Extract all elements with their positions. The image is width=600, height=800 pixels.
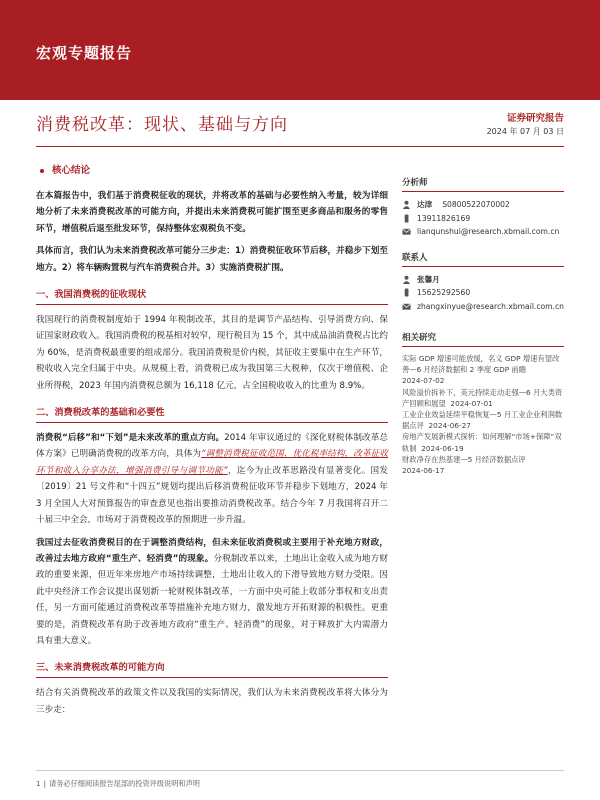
analyst-1-phone-row	[402, 212, 564, 226]
person-icon	[402, 200, 411, 209]
analyst-1-name-row	[402, 198, 564, 212]
section-2-paragraph-2: 我国过去征收消费税目的在于调整消费结构，但未来征收消费税或主要用于补充地方财政，改善过去地方政府“重生产、轻消费”的现象。分税制改革以来，土地出让金收入成为地方财政的重要来源，但近年来房地产市场持续调整，土地出让收入的下滑导致地方财力受限。因此中央经济工作会议提出谋划新一轮财税体制改革，一方面中央可能上收部分事权和支出责任，另一方面可能通过消费税改革等措施补充地方财力，激发地方开拓财源的积极性。更重要的是，消费税改革有助于改善地方政府“重生产、轻消费”的现象，对于释放扩大内需潜力具有重大意义。	[36, 537, 388, 646]
related-item-date: 2024-06-27	[428, 421, 471, 431]
core-heading: 核心结论	[40, 162, 388, 176]
core-paragraph-2: 具体而言，我们认为未来消费税改革可能分三步走：1）消费税征收环节后移，并稳步下划至地方。2）将车辆购置税与汽车消费税合并。3）实施消费税扩围。	[36, 246, 388, 273]
analyst-heading: 分析师	[402, 176, 564, 192]
footer-disclaimer: 请务必仔细阅读报告尾部的投资评级说明和声明	[49, 779, 200, 788]
section-1-paragraph: 我国现行的消费税制度始于 1994 年税制改革，其目的是调节产品结构、引导消费方向、保证国家财政收入。我国消费税的税基相对较窄，现行税目为 15 个，其中成品油消费税占比约为 60%，是消费税最重要的组成部分。我国消费税是价内税，其征收主要集中在生产环节，税收收入完全归属于中央。从规模上看，消费税已成为我国第三大税种，仅次于增值税、企业所得税，2023 年国内消费税总额为 16,118 亿元，占全国税收收入的比重为 8.9%。	[36, 315, 388, 391]
phone-icon	[402, 288, 411, 297]
section-3-paragraph: 结合有关消费税改革的政策文件以及我国的实际情况，我们认为未来消费税改革将大体分为三步走：	[36, 688, 388, 715]
email-icon	[402, 302, 411, 311]
related-item-date: 2024-06-19	[421, 443, 464, 453]
title-divider	[36, 146, 564, 147]
related-item[interactable]: 风险溢价拆补下，美元持续走动走强—6 月大类资产回顾和展望 2024-07-01	[402, 387, 563, 408]
bullet-dot-icon	[40, 169, 44, 173]
email-icon	[402, 227, 411, 236]
core-paragraph-1: 在本篇报告中，我们基于消费税征收的现状，并将改革的基础与必要性纳入考量，较为详细地分析了未来消费税改革的可能方向，并提出未来消费税可能扩围至更多商品和服务的零售环节，增值税后退至批发环节，保持整体宏观税负不变。	[36, 191, 388, 234]
footer-divider	[36, 770, 564, 771]
contact-email-row	[402, 300, 564, 314]
page-number: 1	[36, 779, 41, 788]
contact-heading: 联系人	[402, 251, 564, 267]
contact-phone-row	[402, 286, 564, 300]
footer: 1 | 请务必仔细阅读报告尾部的投资评级说明和声明	[36, 779, 200, 788]
contact-email[interactable]: zhangxinyue@research.xbmail.com.cn	[417, 301, 564, 311]
section-1-heading: 一、我国消费税的征收现状	[36, 284, 388, 305]
report-date: 2024 年 07 月 03 日	[486, 127, 564, 136]
analyst-1-phone: 13911826169	[417, 213, 471, 223]
related-item[interactable]: 工业企业效益延续平稳恢复—5 月工业企业利润数据点评 2024-06-27	[402, 410, 563, 431]
related-heading: 相关研究	[402, 331, 564, 347]
analyst-1-email-row	[402, 225, 564, 239]
section-2-paragraph-1: 消费税“后移”和“下划”是未来改革的重点方向。2014 年审议通过的《深化财税体制改革总体方案》已明确消费税的改革方向，具体为“调整消费税征收范围，优化税率结构，改革征收环节和收入分享办法，增强消费引导与调节功能”，迄今为止改革思路没有显著变化。国发〔2019〕21 号文件和“十四五”规划均提出后移消费税征收环节并稳步下划地方，2024 年 3 月全国人大对预算报告的审查意见也指出要推动消费税改革。结合今年 7 月我国将召开二十届三中全会，市场对于消费税改革的预期进一步升温。	[36, 433, 389, 526]
contact-name: 张馨月	[417, 274, 440, 284]
report-type: 证券研究报告	[506, 113, 564, 124]
related-item[interactable]: 财政净存在热基建—5 月经济数据点评 2024-06-17	[402, 454, 526, 476]
related-item[interactable]: 房地产发展新模式探析：如何理解“市场+保障”双轨制 2024-06-19	[402, 432, 562, 453]
related-item-date: 2024-06-17	[402, 466, 445, 476]
contact-phone: 15625292560	[417, 288, 471, 297]
report-category: 宏观专题报告	[36, 44, 133, 62]
analyst-1-name: 达津	[417, 200, 433, 209]
related-item[interactable]: 实际 GDP 增速可能放缓，名义 GDP 增速有望改善—6 月经济数据和 2 季度 GDP 前瞻 2024-07-02	[402, 354, 560, 386]
related-item-date: 2024-07-01	[450, 398, 493, 408]
header-banner	[0, 0, 600, 100]
related-item-date: 2024-07-02	[402, 376, 445, 386]
person-icon	[402, 275, 411, 284]
main-column	[36, 158, 388, 724]
sidebar	[402, 176, 564, 476]
phone-icon	[402, 214, 411, 223]
section-3-heading: 三、未来消费税改革的可能方向	[36, 657, 388, 678]
section-2-heading: 二、消费税改革的基础和必要性	[36, 402, 388, 423]
contact-name-row	[402, 273, 564, 287]
analyst-1-email[interactable]: lianqunshui@research.xbmail.com.cn	[417, 227, 560, 236]
policy-quote: “调整消费税征收范围，优化税率结构，改革征收环节和收入分享办法，增强消费引导与调节功能”	[36, 449, 389, 476]
analyst-1-cert: S0800522070002	[442, 200, 510, 209]
report-title: 消费税改革：现状、基础与方向	[36, 115, 288, 135]
